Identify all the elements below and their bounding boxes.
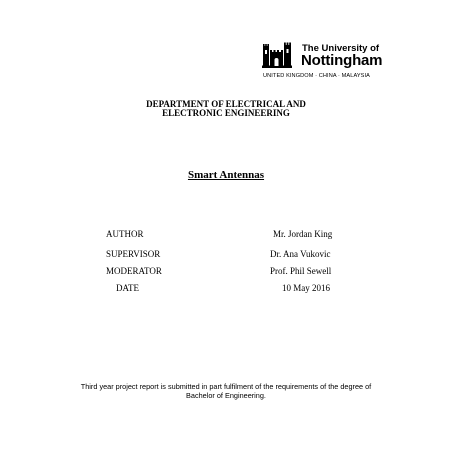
metadata-label-moderator: MODERATOR xyxy=(106,266,162,276)
metadata-value-moderator: Prof. Phil Sewell xyxy=(270,266,332,276)
footer-line1: Third year project report is submitted in part fulfilment of the requirements of the degree of xyxy=(80,382,372,391)
department-line1: DEPARTMENT OF ELECTRICAL AND xyxy=(146,99,306,109)
report-title: Smart Antennas xyxy=(187,169,265,181)
metadata-label-supervisor: SUPERVISOR xyxy=(106,249,161,259)
castle-crest-icon xyxy=(262,42,293,68)
logo-campuses: UNITED KINGDOM · CHINA · MALAYSIA xyxy=(263,73,371,79)
logo-text-line1: The University of xyxy=(302,43,380,54)
university-logo xyxy=(262,42,412,82)
logo-text-nottingham: Nottingham xyxy=(301,52,383,69)
department-line2: ELECTRONIC ENGINEERING xyxy=(162,108,290,118)
metadata-value-author: Mr. Jordan King xyxy=(273,229,333,239)
metadata-label-author: AUTHOR xyxy=(106,229,144,239)
metadata-label-date: DATE xyxy=(116,283,139,293)
metadata-value-date: 10 May 2016 xyxy=(282,283,330,293)
report-footer-note xyxy=(0,382,452,400)
metadata-value-supervisor: Dr. Ana Vukovic xyxy=(270,249,331,259)
footer-line2: Bachelor of Engineering. xyxy=(186,391,266,400)
